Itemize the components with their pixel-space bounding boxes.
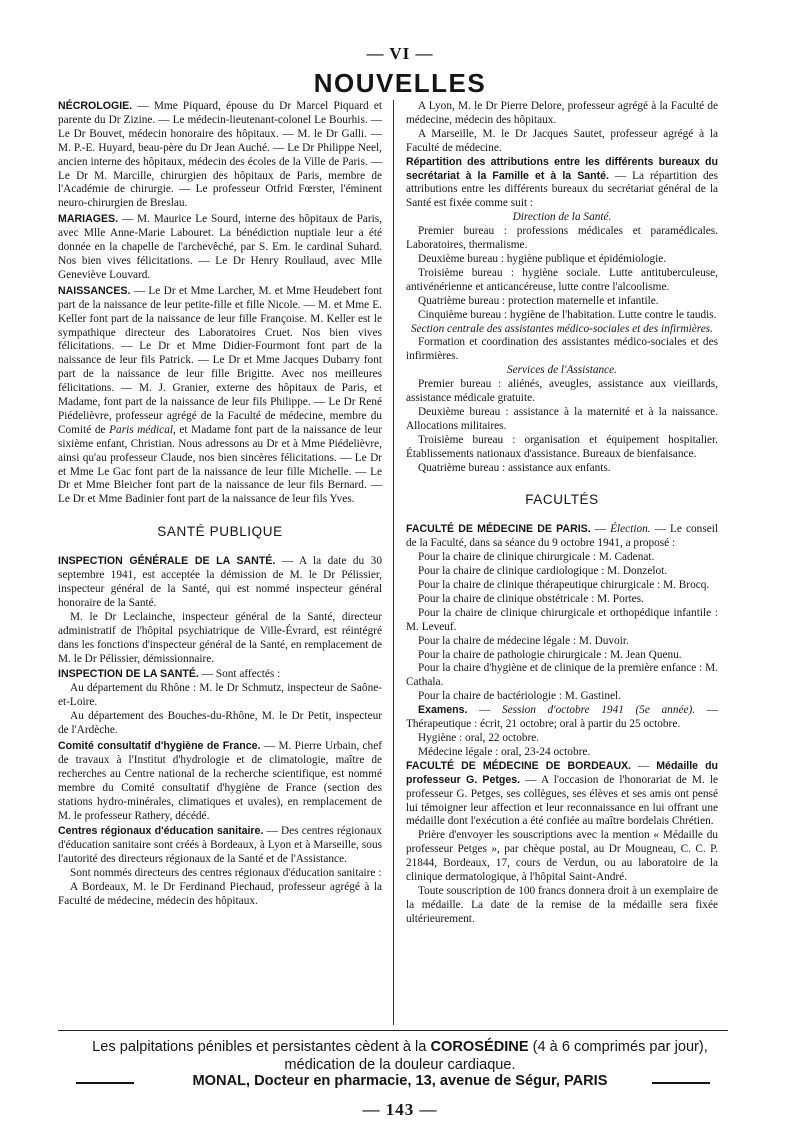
column-divider: [393, 100, 394, 1025]
advert-line-3: MONAL, Docteur en pharmacie, 13, avenue de Ségur, PARIS: [192, 1073, 608, 1089]
centres-p2: Sont nommés directeurs des centres régionaux d'éducation sanitaire :: [70, 867, 382, 880]
inspection-generale-p1: — A la date du 30 septembre 1941, est acceptée la démission de M. le Dr Pélissier, inspecteur général de la Santé, qui est nommé inspecteur général honoraire de la Santé.: [58, 555, 382, 609]
left-column: [58, 100, 382, 909]
examens-medecine-legale: Médecine légale : oral, 23-24 octobre.: [418, 745, 591, 758]
examens-text: — Thérapeutique : écrit, 21 octobre; oral à partir du 25 octobre.: [406, 704, 719, 731]
examens-italic: Session d'octobre 1941 (5e année).: [502, 704, 696, 717]
direction-sante-heading: Direction de la Santé.: [512, 211, 612, 224]
bureau-assistance-4: Quatrième bureau : assistance aux enfants.: [418, 461, 611, 474]
sante-publique-heading: SANTÉ PUBLIQUE: [157, 524, 283, 540]
bureau-assistance-3: Troisième bureau : organisation et équipement hospitalier. Établissements nationaux d'assistance. Bureaux de bienfaisance.: [406, 433, 718, 460]
medaille-p2: Prière d'envoyer les souscriptions avec la mention « Médaille du professeur Petges », par chèque postal, au Dr Mougneau, C. C. P. 21844, Bordeaux, 17, cours de Verdun, ou au laboratoire de la clinique dermatologique, à l'hôpital Saint-André.: [406, 829, 718, 884]
bureau-sante-5: Cinquième bureau : hygiène de l'habitation. Lutte contre le taudis.: [418, 308, 717, 321]
necrologie-label: NÉCROLOGIE.: [58, 100, 133, 112]
chaire-2: Pour la chaire de clinique cardiologique : M. Donzelot.: [418, 565, 668, 578]
examens-paragraph: Examens. — Session d'octobre 1941 (5e année). — Thérapeutique : écrit, 21 octobre; oral à partir du 25 octobre.: [406, 704, 719, 731]
chaire-7: Pour la chaire de pathologie chirurgicale : M. Jean Quenu.: [418, 648, 682, 661]
necrologie-text: — Mme Piquard, épouse du Dr Marcel Piquard et parente du Dr Zizine. — Le médecin-lieutenant-colonel Le Bourhis. — Le Dr Bouvet, médecin honoraire des hôpitaux. — M. le Dr Galli. — M. P.-E. Huyard, beau-père du Dr Jean Auché. — Le Dr Philippe Neel, ancien interne des hôpitaux, médecin des écoles de la Ville de Paris. — Le Dr M. Marcille, chirurgien des hôpitaux de Paris, membre de l'Académie de chirurgie. — Le professeur Otfrid Fœrster, l'éminent neuro-chirurgien de Breslau.: [58, 100, 382, 210]
comite-label: Comité consultatif d'hygiène de France.: [58, 739, 261, 752]
roman-page-number: — VI —: [366, 44, 434, 63]
necrologie-paragraph: [58, 100, 382, 211]
bureau-assistance-1: Premier bureau : aliénés, aveugles, assistance aux vieillards, assistance médicale gratuite.: [406, 378, 718, 405]
chaire-1: Pour la chaire de clinique chirurgicale : M. Cadenat.: [418, 551, 655, 564]
chaire-8: Pour la chaire d'hygiène et de clinique de la première enfance : M. Cathala.: [406, 662, 718, 689]
faculte-bordeaux-paragraph: FACULTÉ DE MÉDECINE DE BORDEAUX. — Médaille du professeur G. Petges. — A l'occasion de l'honorariat de M. le professeur G. Petges, ses collègues, ses élèves et ses amis ont pensé lui témoigner leur affection et leur reconnaissance en lui offrant une médaille dont l'exécution a été confiée au maître bordelais Chrétien.: [406, 759, 719, 828]
page-title: NOUVELLES: [313, 68, 487, 98]
bureau-sante-4: Quatrième bureau : protection maternelle et infantile.: [418, 294, 659, 307]
advert-line-2: médication de la douleur cardiaque.: [284, 1057, 516, 1073]
medaille-label: Médaille du professeur G. Petges.: [406, 759, 719, 786]
repartition-label: Répartition des attributions entre les différents bureaux du secrétariat à la Famille et à la Santé.: [406, 155, 718, 182]
repartition-paragraph: [406, 156, 718, 212]
advert-top-rule: [58, 1030, 728, 1031]
bureau-sante-1: Premier bureau : professions médicales et paramédicales. Laboratoires, thermalisme.: [406, 225, 718, 252]
centres-label: Centres régionaux d'éducation sanitaire.: [58, 825, 264, 838]
naissances-italic: Paris médical: [109, 423, 173, 436]
chaire-4: Pour la chaire de clinique obstétricale : M. Portes.: [418, 592, 644, 605]
facultes-heading: FACULTÉS: [525, 492, 599, 508]
chaire-5: Pour la chaire de clinique chirurgicale et orthopédique infantile : M. Leveuf.: [406, 606, 718, 633]
examens-hygiene: Hygiène : oral, 22 octobre.: [418, 731, 540, 744]
inspection-sante-p3: Au département des Bouches-du-Rhône, M. le Dr Petit, inspecteur de l'Ardèche.: [58, 710, 382, 737]
medaille-p1: — A l'occasion de l'honorariat de M. le professeur G. Petges, ses collègues, ses élèves et ses amis ont pensé lui témoigner leur affection et leur reconnaissance en lui offrant une médaille dont l'exécution a été confiée au maître bordelais Chrétien.: [406, 773, 718, 828]
centres-p1: — Des centres régionaux d'éducation sanitaire sont créés à Bordeaux, à Lyon et à Marseille, sous l'autorité des directeurs régionaux de la Santé et de l'Assistance.: [58, 825, 382, 866]
mariages-text: — M. Maurice Le Sourd, interne des hôpitaux de Paris, avec Mlle Anne-Marie Labouret. La bénédiction nuptiale leur a été donnée en la chapelle de l'archevêché, par S. Em. le cardinal Suhard. Nos bien vives félicitations. — Le Dr Henry Roullaud, avec Mlle Geneviève Louvard.: [58, 213, 382, 281]
inspection-generale-p2: M. le Dr Leclainche, inspecteur général de la Santé, directeur administratif de l'hôpital psychiatrique de Ville-Évrard, est réintégré dans les fonctions d'inspecteur général de la Santé, en remplacement de M. le Dr Pélissier, démissionnaire.: [58, 610, 382, 665]
lyon-paragraph: A Lyon, M. le Dr Pierre Delore, professeur agrégé à la Faculté de médecine, médecin des hôpitaux.: [406, 100, 718, 126]
faculte-paris-paragraph: FACULTÉ DE MÉDECINE DE PARIS. — Élection. — Le conseil de la Faculté, dans sa séance du 9 octobre 1941, a proposé :: [406, 523, 719, 550]
page-number: — 143 —: [362, 1100, 438, 1119]
naissances-paragraph: [58, 285, 382, 508]
chaire-6: Pour la chaire de médecine légale : M. Duvoir.: [418, 634, 629, 647]
faculte-paris-label: FACULTÉ DE MÉDECINE DE PARIS.: [406, 523, 591, 536]
advert-line-1: [40, 1039, 760, 1055]
faculte-bordeaux-label: FACULTÉ DE MÉDECINE DE BORDEAUX.: [406, 759, 632, 772]
section-centrale-text: Formation et coordination des assistantes médico-sociales et des infirmières.: [406, 336, 718, 363]
bureau-sante-2: Deuxième bureau : hygiène publique et épidémiologie.: [418, 252, 667, 265]
advert-right-dash: [652, 1082, 710, 1084]
mariages-label: MARIAGES.: [58, 213, 119, 226]
bureau-sante-3: Troisième bureau : hygiène sociale. Lutte antituberculeuse, antivénérienne et anticancéreuse, lutte contre l'alcoolisme.: [406, 266, 718, 293]
comite-paragraph: [58, 740, 382, 823]
advert-brand: COROSÉDINE: [430, 1039, 529, 1055]
inspection-generale-label: INSPECTION GÉNÉRALE DE LA SANTÉ.: [58, 555, 276, 568]
inspection-sante-label: INSPECTION DE LA SANTÉ.: [58, 668, 199, 681]
section-centrale-heading: Section centrale des assistantes médico-sociales et des infirmières.: [410, 322, 714, 335]
faculte-paris-text: Le conseil de la Faculté, dans sa séance du 9 octobre 1941, a proposé :: [406, 523, 719, 550]
centres-p3: A Bordeaux, M. le Dr Ferdinand Piechaud, professeur agrégé à la Faculté de médecine, médecin des hôpitaux.: [58, 881, 382, 907]
inspection-sante-paragraph: [58, 668, 382, 682]
chaire-9: Pour la chaire de bactériologie : M. Gastinel.: [418, 690, 621, 703]
naissances-text-b: , et Madame font part de la naissance de leur sixième enfant, Christian. Nous adressons au Dr et à Mme Piédelièvre, ainsi qu'au professeur Claude, nos bien sincères félicitations. — Le Dr et Mme Le Gac font part de la naissance de leur fille Michelle. — Le Dr et Mme Bleicher font part de la naissance de leur fils Bernard. — Le Dr et Mme Badinier font part de la naissance de leur fils Yves.: [58, 423, 382, 506]
inspection-sante-p1: — Sont affectés :: [198, 668, 281, 681]
advert-line-1-end: (4 à 6 comprimés par jour),: [528, 1039, 708, 1055]
comite-text: — M. Pierre Urbain, chef de travaux à l'Institut d'hydrologie et de climatologie, maître de recherches au Centre national de la recherche scientifique, est nommé membre du Comité consultatif d'hygiène de France (section des stations hydro-minérales, climatiques et uvales), en remplacement de M. le professeur Rathery, décédé.: [58, 739, 382, 822]
services-assistance-heading: Services de l'Assistance.: [506, 364, 618, 377]
inspection-sante-p2: Au département du Rhône : M. le Dr Schmutz, inspecteur de Saône-et-Loire.: [58, 682, 382, 709]
repartition-text: — La répartition des attributions entre les différents bureaux du secrétariat général de la Santé est fixée comme suit :: [406, 169, 718, 210]
right-column: [406, 100, 718, 927]
advert-line-1-start: Les palpitations pénibles et persistantes cèdent à la: [92, 1039, 431, 1055]
naissances-label: NAISSANCES.: [58, 284, 131, 297]
medaille-p3: Toute souscription de 100 francs donnera droit à un exemplaire de la médaille. La date de la remise de la médaille sera fixée ultérieurement.: [406, 884, 718, 925]
chaire-3: Pour la chaire de clinique thérapeutique chirurgicale : M. Brocq.: [418, 579, 710, 591]
bureau-assistance-2: Deuxième bureau : assistance à la maternité et à la naissance. Allocations militaires.: [406, 405, 718, 432]
naissances-text-a: — Le Dr et Mme Larcher, M. et Mme Heudebert font part de la naissance de leur petite-fille et fille Nicole. — M. et Mme E. Keller font part de la naissance de leur fille Françoise. M. Keller est le sympathique directeur des Laboratoires Cruet. Nos bien vives félicitations. — Le Dr et Mme Didier-Fourmont font part de la naissance de leur fils Patrick. — Le Dr et Mme Jacques Dubarry font part de la naissance de leur fille Brigitte. Avec nos meilleures félicitations. — M. J. Granier, externe des hôpitaux de Paris, et Madame, font part de la naissance de leur fils Philippe. — Le Dr René Piédelièvre, professeur agrégé de la Faculté de médecine, membre du Comité de: [58, 284, 382, 436]
centres-paragraph: [58, 825, 382, 867]
marseille-paragraph: A Marseille, M. le Dr Jacques Sautet, professeur agrégé à la Faculté de médecine.: [406, 127, 718, 154]
faculte-paris-italic: Élection.: [610, 523, 651, 536]
inspection-generale-paragraph: [58, 555, 382, 611]
examens-label: Examens.: [418, 704, 468, 717]
mariages-paragraph: [58, 213, 382, 283]
